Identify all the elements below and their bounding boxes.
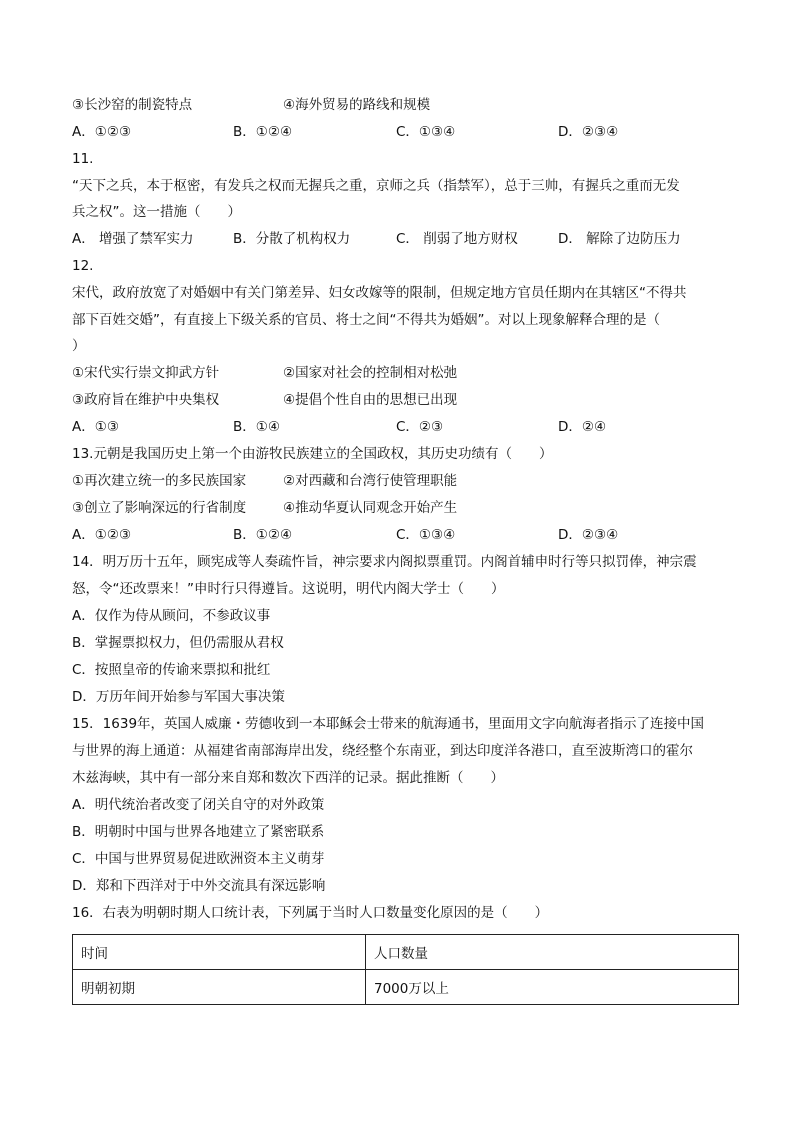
choice-item-4: ④海外贸易的路线和规模: [283, 97, 431, 113]
table-row: [73, 970, 739, 1005]
question-stem: 宋代，政府放宽了对婚姻中有关门第差异、妇女改嫁等的限制，但规定地方官员任期内在其辖区“不得共: [72, 285, 687, 301]
question-stem: 兵之权”。这一措施（ ）: [72, 204, 241, 220]
option-b: B．掌握票拟权力，但仍需服从君权: [72, 635, 284, 651]
question-stem: 怒，令“还改票来！”申时行只得遵旨。这说明，明代内阁大学士（ ）: [72, 581, 505, 597]
option-a: A．明代统治者改变了闭关自守的对外政策: [72, 797, 325, 813]
choice-item-1: ①宋代实行崇文抑武方针: [72, 365, 220, 381]
question-stem: 木兹海峡，其中有一部分来自郑和数次下西洋的记录。据此推断（ ）: [72, 770, 504, 786]
option-d: D．②③④: [558, 527, 619, 543]
question-stem: 16．右表为明朝时期人口统计表，下列属于当时人口数量变化原因的是（ ）: [72, 905, 549, 921]
question-number: 12.: [72, 258, 94, 274]
option-d: D．郑和下西洋对于中外交流具有深远影响: [72, 878, 326, 894]
option-d: D．万历年间开始参与军国大事决策: [72, 689, 285, 705]
table-cell: 7000万以上: [366, 970, 739, 1005]
question-stem: ）: [72, 338, 86, 354]
option-b: B．明朝时中国与世界各地建立了紧密联系: [72, 824, 325, 840]
option-a: A．①③: [72, 419, 119, 435]
option-a: A．①②③: [72, 124, 132, 140]
table-header-row: [73, 935, 739, 970]
choice-item-3: ③政府旨在维护中央集权: [72, 392, 220, 408]
table-header-cell: 时间: [73, 935, 366, 970]
option-a: A．仅作为侍从顾问，不参政议事: [72, 608, 271, 624]
question-stem: 13.元朝是我国历史上第一个由游牧民族建立的全国政权，其历史功绩有（ ）: [72, 446, 553, 462]
choice-item-2: ②对西藏和台湾行使管理职能: [283, 473, 458, 489]
option-c: C．①③④: [396, 124, 456, 140]
option-d: D．②④: [558, 419, 607, 435]
option-a: A．①②③: [72, 527, 132, 543]
question-number: 11.: [72, 151, 94, 167]
choice-item-2: ②国家对社会的控制相对松弛: [283, 365, 458, 381]
choice-item-4: ④推动华夏认同观念开始产生: [283, 500, 458, 516]
option-c: C．按照皇帝的传谕来票拟和批红: [72, 662, 271, 678]
question-stem: 部下百姓交婚”，有直接上下级关系的官员、将士之间“不得共为婚姻”。对以上现象解释合理的是（: [72, 312, 660, 328]
table-header-cell: 人口数量: [366, 935, 739, 970]
choice-item-1: ①再次建立统一的多民族国家: [72, 473, 247, 489]
option-c: C．①③④: [396, 527, 456, 543]
question-stem: “天下之兵，本于枢密，有发兵之权而无握兵之重，京师之兵（指禁军），总于三帅，有握兵之重而无发: [72, 178, 680, 194]
choice-item-3: ③长沙窑的制瓷特点: [72, 97, 193, 113]
question-stem: 15．1639年，英国人威廉・劳德收到一本耶稣会士带来的航海通书，里面用文字向航海者指示了连接中国: [72, 716, 705, 732]
question-stem: 与世界的海上通道：从福建省南部海岸出发，绕经整个东南亚，到达印度洋各港口，直至波斯湾口的霍尔: [72, 743, 693, 759]
population-table: [72, 934, 739, 1005]
question-stem: 14．明万历十五年，顾宪成等人奏疏忤旨，神宗要求内阁拟票重罚。内阁首辅申时行等只拟罚俸，神宗震: [72, 554, 697, 570]
option-b: B．①②④: [233, 527, 293, 543]
option-a: A． 增强了禁军实力: [72, 231, 194, 247]
option-c: C． 削弱了地方财权: [396, 231, 518, 247]
option-c: C．②③: [396, 419, 444, 435]
option-b: B．①②④: [233, 124, 293, 140]
option-c: C．中国与世界贸易促进欧洲资本主义萌芽: [72, 851, 325, 867]
choice-item-3: ③创立了影响深远的行省制度: [72, 500, 247, 516]
option-d: D． 解除了边防压力: [558, 231, 681, 247]
option-d: D．②③④: [558, 124, 619, 140]
option-b: B．分散了机构权力: [233, 231, 351, 247]
option-b: B．①④: [233, 419, 280, 435]
table-cell: 明朝初期: [73, 970, 366, 1005]
choice-item-4: ④提倡个性自由的思想已出现: [283, 392, 458, 408]
